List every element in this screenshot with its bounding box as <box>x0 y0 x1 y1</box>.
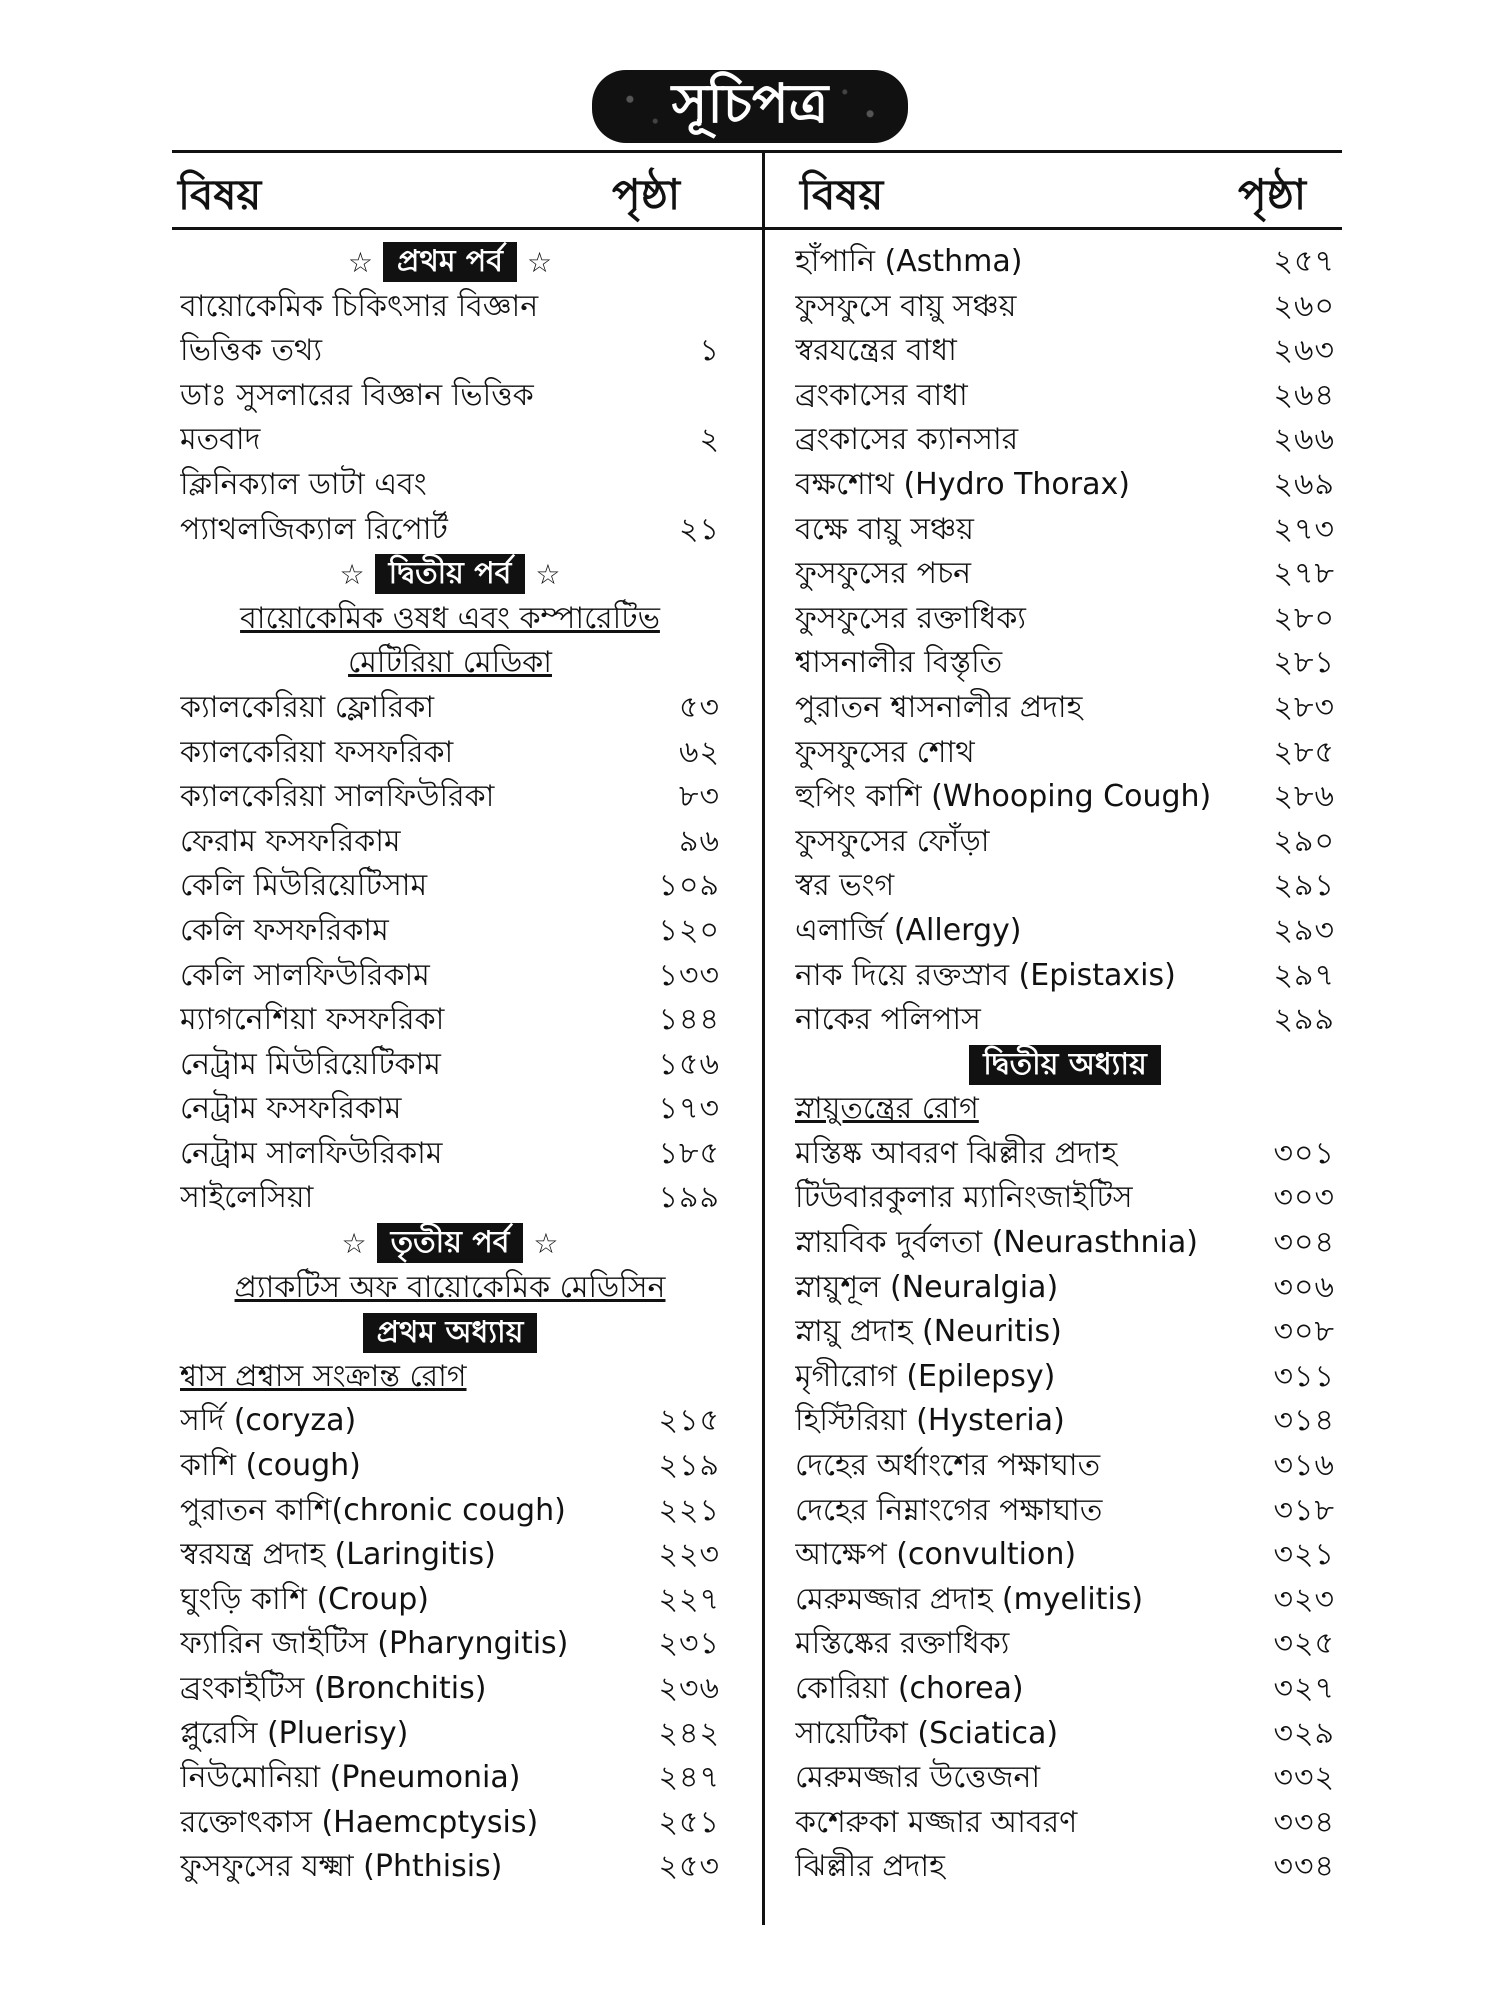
toc-entry <box>795 686 1335 731</box>
toc-entry-page: ২১ <box>679 511 720 547</box>
chapter-label: প্রথম অধ্যায় <box>363 1313 538 1353</box>
toc-entry <box>795 552 1335 597</box>
toc-entry-title: ফুসফুসের রক্তাধিক্য <box>795 600 1027 636</box>
toc-entry <box>180 329 720 374</box>
toc-entry <box>795 1399 1335 1444</box>
toc-entry-page: ৬২ <box>678 734 720 770</box>
toc-entry <box>180 686 720 731</box>
category-heading: স্নায়ুতন্ত্রের রোগ <box>795 1091 979 1127</box>
toc-entry-page: ২৫৩ <box>658 1849 720 1885</box>
toc-entry-title: নাক দিয়ে রক্তস্রাব (Epistaxis) <box>795 957 1176 993</box>
toc-entry-page: ২৭৮ <box>1273 556 1335 592</box>
toc-entry-title: প্যাথলজিক্যাল রিপোর্ট <box>180 511 448 547</box>
toc-entry-page: ২৯১ <box>1273 868 1335 904</box>
chapter-label: দ্বিতীয় অধ্যায় <box>969 1045 1161 1085</box>
toc-entry <box>795 1489 1335 1534</box>
toc-entry <box>180 998 720 1043</box>
toc-entry-page: ৩২৭ <box>1273 1671 1335 1706</box>
toc-entry-page: ৩২৫ <box>1273 1626 1335 1662</box>
toc-entry <box>180 1667 720 1712</box>
toc-entry-title: কাশি (cough) <box>180 1448 361 1484</box>
chapter-heading <box>180 1310 720 1355</box>
toc-entry-page: ৩০৪ <box>1273 1225 1335 1261</box>
toc-entry <box>180 1578 720 1623</box>
category-heading: শ্বাস প্রশ্বাস সংক্রান্ত রোগ <box>180 1358 467 1394</box>
page-title: সূচিপত্র <box>592 70 909 143</box>
toc-entry-page: ৩৩২ <box>1273 1760 1335 1796</box>
subheading: মেটিরিয়া মেডিকা <box>348 645 552 681</box>
toc-entry <box>795 909 1335 954</box>
toc-entry <box>795 418 1335 463</box>
toc-entry <box>795 731 1335 776</box>
toc-entry-page: ২৪২ <box>658 1715 720 1751</box>
toc-column-right <box>795 240 1335 1890</box>
header-page-left: পৃষ্ঠা <box>612 170 681 219</box>
toc-entry-title: স্বরযন্ত্র প্রদাহ (Laringitis) <box>180 1537 496 1573</box>
subheading: বায়োকেমিক ওষধ এবং কম্পারেটিভ <box>240 600 660 636</box>
toc-entry-title: ফুসফুসের যক্ষ্মা (Phthisis) <box>180 1849 503 1885</box>
toc-entry-title: কেলি মিউরিয়েটিসাম <box>180 868 428 904</box>
toc-entry-page: ১৫৬ <box>658 1046 720 1082</box>
toc-entry <box>795 1667 1335 1712</box>
toc-entry-title: ম্যাগনেশিয়া ফসফরিকা <box>180 1002 445 1038</box>
toc-entry <box>180 909 720 954</box>
toc-entry <box>180 775 720 820</box>
toc-entry <box>795 998 1335 1043</box>
toc-entry-page: ৩০৩ <box>1273 1180 1335 1216</box>
toc-entry-page: ১৯৯ <box>658 1180 720 1216</box>
toc-entry-page: ২২১ <box>658 1492 720 1528</box>
toc-entry-title: নেট্রাম ফসফরিকাম <box>180 1091 402 1127</box>
toc-entry-page: ১৪৪ <box>658 1002 720 1038</box>
toc-entry-page: ৩৩৪ <box>1273 1849 1335 1885</box>
toc-entry-title: এলার্জি (Allergy) <box>795 912 1022 948</box>
toc-entry-page: ২৩১ <box>658 1626 720 1662</box>
toc-entry-title: কশেরুকা মজ্জার আবরণ <box>795 1804 1078 1840</box>
toc-entry-page: ১৭৩ <box>658 1091 720 1127</box>
toc-entry-title: ক্যালকেরিয়া ফ্লোরিকা <box>180 689 435 725</box>
section-heading <box>180 240 720 285</box>
toc-entry-page: ২২৩ <box>658 1537 720 1573</box>
toc-entry <box>795 1266 1335 1311</box>
toc-entry-page: ২৬৩ <box>1273 333 1335 369</box>
toc-entry-page: ২৯৯ <box>1273 1002 1335 1038</box>
toc-entry-page: ১ <box>699 333 720 369</box>
toc-entry <box>795 1801 1335 1846</box>
toc-entry <box>180 1712 720 1757</box>
toc-entry-title: হাঁপানি (Asthma) <box>795 244 1023 279</box>
toc-entry <box>795 1310 1335 1355</box>
toc-entry-page: ২৬৯ <box>1273 466 1335 502</box>
toc-entry-page: ৩১৮ <box>1273 1492 1335 1528</box>
section-label: তৃতীয় পর্ব <box>377 1223 524 1263</box>
toc-entry-page: ৩০১ <box>1273 1135 1335 1171</box>
toc-entry-page: ৫৩ <box>679 689 720 725</box>
toc-entry-page: ২৭৩ <box>1273 511 1335 547</box>
title-wrap <box>0 70 1500 143</box>
header-page-right: পৃষ্ঠা <box>1238 170 1307 219</box>
toc-column-left <box>180 240 720 1890</box>
toc-entry <box>180 1176 720 1221</box>
toc-entry-title: প্লুরেসি (Pluerisy) <box>180 1715 409 1751</box>
toc-entry-title: ব্রংকাসের বাধা <box>795 377 968 413</box>
toc-entry-page: ২৮৫ <box>1273 734 1335 770</box>
table-top-rule <box>172 150 1342 153</box>
toc-entry-title: ফেরাম ফসফরিকাম <box>180 823 401 859</box>
toc-entry-title: ফুসফুসের শোথ <box>795 734 975 770</box>
toc-entry-title: কোরিয়া (chorea) <box>795 1671 1024 1706</box>
toc-entry-page: ৩০৮ <box>1273 1314 1335 1350</box>
toc-entry-title: ব্রংকাসের ক্যানসার <box>795 422 1019 458</box>
toc-entry <box>795 1845 1335 1890</box>
toc-entry <box>180 1756 720 1801</box>
table-header-rule <box>172 227 1342 230</box>
toc-entry-title: সায়েটিকা (Sciatica) <box>795 1715 1059 1751</box>
toc-entry-page: ৯৬ <box>679 823 720 859</box>
toc-entry-page: ৩২১ <box>1273 1537 1335 1573</box>
toc-entry-title: সর্দি (coryza) <box>180 1403 357 1439</box>
star-icon: ☆ <box>341 1226 367 1260</box>
toc-entry <box>795 1756 1335 1801</box>
toc-entry <box>795 864 1335 909</box>
toc-entry-page: ২ <box>699 422 720 458</box>
section-label: প্রথম পর্ব <box>383 242 517 282</box>
toc-entry <box>795 508 1335 553</box>
toc-entry-title: ভিত্তিক তথ্য <box>180 333 323 369</box>
toc-entry-title: ফুসফুসে বায়ু সঞ্চয় <box>795 288 1017 324</box>
toc-entry-title: হুপিং কাশি (Whooping Cough) <box>795 779 1212 815</box>
toc-entry-page: ২২৭ <box>658 1581 720 1617</box>
toc-entry <box>795 1622 1335 1667</box>
toc-entry-title: শ্বাসনালীর বিস্তৃতি <box>795 645 1003 681</box>
toc-entry-title: দেহের নিম্নাংগের পক্ষাঘাত <box>795 1492 1103 1528</box>
toc-entry-page: ২৬৬ <box>1273 422 1335 458</box>
toc-entry-title: ঘুংড়ি কাশি (Croup) <box>180 1581 429 1617</box>
toc-entry-title: পুরাতন শ্বাসনালীর প্রদাহ <box>795 689 1083 725</box>
toc-entry <box>180 1087 720 1132</box>
toc-entry <box>180 1132 720 1177</box>
toc-entry-page: ২৯৩ <box>1273 912 1335 948</box>
toc-entry-page: ৩১৪ <box>1273 1403 1335 1439</box>
toc-entry <box>795 285 1335 330</box>
header-subject-left: বিষয় <box>178 170 262 219</box>
toc-entry <box>795 1176 1335 1221</box>
section-label: দ্বিতীয় পর্ব <box>375 554 526 594</box>
toc-entry-title: মস্তিষ্ক আবরণ ঝিল্লীর প্রদাহ <box>795 1135 1118 1171</box>
toc-entry-title: ফুসফুসের পচন <box>795 556 972 592</box>
toc-entry <box>180 954 720 999</box>
toc-entry-title: ঝিল্লীর প্রদাহ <box>795 1849 945 1885</box>
toc-entry <box>795 775 1335 820</box>
toc-entry-page: ২৬০ <box>1273 288 1335 324</box>
toc-entry <box>180 1801 720 1846</box>
toc-entry-page: ২১৫ <box>658 1403 720 1439</box>
toc-entry <box>180 1845 720 1890</box>
toc-entry-page: ২৩৬ <box>658 1671 720 1706</box>
toc-entry-title: মৃগীরোগ (Epilepsy) <box>795 1358 1056 1394</box>
toc-entry-title: স্বরযন্ত্রের বাধা <box>795 333 957 369</box>
toc-entry-title: রক্তোৎকাস (Haemcptysis) <box>180 1804 539 1840</box>
toc-entry-page: ৩২৩ <box>1273 1581 1335 1617</box>
toc-entry-page: ২৮৬ <box>1273 779 1335 815</box>
toc-entry <box>180 285 720 330</box>
toc-entry <box>180 864 720 909</box>
toc-entry-page: ৩২৯ <box>1273 1715 1335 1751</box>
toc-entry-page: ৩৩৪ <box>1273 1804 1335 1840</box>
toc-entry-title: দেহের অর্ধাংশের পক্ষাঘাত <box>795 1448 1101 1484</box>
toc-entry <box>795 954 1335 999</box>
toc-entry <box>180 731 720 776</box>
toc-entry-page: ২১৯ <box>658 1448 720 1484</box>
toc-entry-title: আক্ষেপ (convultion) <box>795 1537 1077 1573</box>
toc-entry-page: ২৮৩ <box>1273 689 1335 725</box>
toc-entry-title: মতবাদ <box>180 422 261 458</box>
toc-entry-page: ১৮৫ <box>658 1135 720 1171</box>
toc-entry-title: মেরুমজ্জার উত্তেজনা <box>795 1760 1041 1796</box>
star-icon: ☆ <box>533 1226 559 1260</box>
toc-entry-title: কেলি ফসফরিকাম <box>180 912 389 948</box>
toc-entry-page: ৮৩ <box>679 779 720 815</box>
toc-entry <box>180 1489 720 1534</box>
toc-entry <box>795 1355 1335 1400</box>
toc-entry-title: হিস্টিরিয়া (Hysteria) <box>795 1403 1065 1439</box>
toc-entry <box>795 1132 1335 1177</box>
star-icon: ☆ <box>339 557 365 591</box>
toc-entry-page: ১২০ <box>658 912 720 948</box>
star-icon: ☆ <box>526 245 553 279</box>
toc-entry-page: ৩১৬ <box>1273 1448 1335 1484</box>
toc-entry-title: স্বর ভংগ <box>795 868 895 904</box>
toc-entry-page: ২৫৭ <box>1273 244 1335 279</box>
toc-entry-page: ১৩৩ <box>658 957 720 993</box>
toc-entry-page: ২৮০ <box>1273 600 1335 636</box>
toc-entry-title: পুরাতন কাশি(chronic cough) <box>180 1492 566 1528</box>
header-subject-right: বিষয় <box>800 170 884 219</box>
toc-entry-title: মেরুমজ্জার প্রদাহ (myelitis) <box>795 1581 1144 1617</box>
toc-entry <box>795 374 1335 419</box>
toc-entry <box>180 1043 720 1088</box>
toc-entry <box>795 597 1335 642</box>
toc-entry-page: ৩১১ <box>1273 1358 1335 1394</box>
toc-entry-title: নেট্রাম সালফিউরিকাম <box>180 1135 443 1171</box>
toc-entry-title: মস্তিষ্কের রক্তাধিক্য <box>795 1626 1010 1662</box>
toc-entry-title: নিউমোনিয়া (Pneumonia) <box>180 1760 521 1796</box>
toc-entry-title: বায়োকেমিক চিকিৎসার বিজ্ঞান <box>180 288 539 324</box>
toc-entry <box>795 329 1335 374</box>
toc-entry <box>180 1444 720 1489</box>
toc-entry-title: ডাঃ সুসলারের বিজ্ঞান ভিত্তিক <box>180 377 534 413</box>
toc-entry-title: ফুসফুসের ফোঁড়া <box>795 823 990 859</box>
toc-entry-page: ২৮১ <box>1273 645 1335 681</box>
toc-entry <box>180 374 720 419</box>
toc-entry-page: ২৫১ <box>658 1804 720 1840</box>
toc-entry-title: স্নায়ুশূল (Neuralgia) <box>795 1269 1059 1305</box>
toc-entry <box>180 508 720 553</box>
toc-entry <box>180 418 720 463</box>
toc-entry <box>795 1221 1335 1266</box>
toc-entry-title: ক্লিনিক্যাল ডাটা এবং <box>180 466 427 502</box>
toc-entry <box>795 463 1335 508</box>
toc-entry-title: স্নায়ু প্রদাহ (Neuritis) <box>795 1314 1062 1350</box>
toc-entry <box>180 463 720 508</box>
toc-entry-title: ফ্যারিন জাইটিস (Pharyngitis) <box>180 1626 569 1662</box>
toc-entry <box>795 641 1335 686</box>
toc-entry-title: ক্যালকেরিয়া সালফিউরিকা <box>180 779 495 815</box>
toc-entry-title: ক্যালকেরিয়া ফসফরিকা <box>180 734 454 770</box>
toc-entry <box>180 1533 720 1578</box>
toc-entry <box>795 240 1335 285</box>
toc-entry-page: ২৬৪ <box>1273 377 1335 413</box>
subheading: প্র্যাকটিস অফ বায়োকেমিক মেডিসিন <box>234 1269 666 1305</box>
toc-entry <box>180 820 720 865</box>
toc-entry-title: স্নায়বিক দুর্বলতা (Neurasthnia) <box>795 1225 1198 1261</box>
toc-entry-page: ২৯০ <box>1273 823 1335 859</box>
toc-entry-page: ২৪৭ <box>658 1760 720 1796</box>
toc-entry-page: ৩০৬ <box>1273 1269 1335 1305</box>
toc-entry <box>180 1399 720 1444</box>
toc-entry-title: টিউবারকুলার ম্যানিংজাইটিস <box>795 1180 1133 1216</box>
toc-entry-title: ব্রংকাইটিস (Bronchitis) <box>180 1671 487 1706</box>
toc-entry-page: ২৯৭ <box>1273 957 1335 993</box>
toc-entry <box>795 1712 1335 1757</box>
chapter-heading <box>795 1043 1335 1088</box>
toc-entry <box>795 1533 1335 1578</box>
toc-entry-title: বক্ষে বায়ু সঞ্চয় <box>795 511 974 547</box>
toc-entry <box>180 1622 720 1667</box>
toc-entry <box>795 820 1335 865</box>
toc-entry <box>795 1578 1335 1623</box>
section-heading <box>180 552 720 597</box>
toc-entry <box>795 1444 1335 1489</box>
column-divider <box>762 150 765 1925</box>
star-icon: ☆ <box>535 557 561 591</box>
toc-entry-title: সাইলেসিয়া <box>180 1180 314 1216</box>
toc-entry-title: কেলি সালফিউরিকাম <box>180 957 430 993</box>
toc-entry-title: নাকের পলিপাস <box>795 1002 981 1038</box>
toc-entry-page: ১০৯ <box>658 868 720 904</box>
star-icon: ☆ <box>347 245 373 279</box>
toc-entry-title: বক্ষশোথ (Hydro Thorax) <box>795 466 1130 502</box>
toc-entry-title: নেট্রাম মিউরিয়েটিকাম <box>180 1046 441 1082</box>
section-heading <box>180 1221 720 1266</box>
